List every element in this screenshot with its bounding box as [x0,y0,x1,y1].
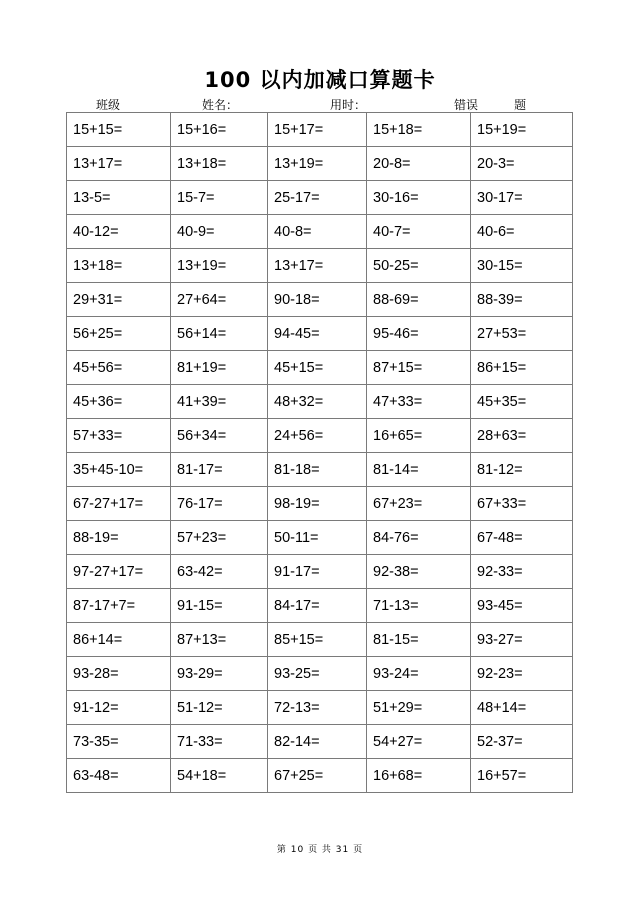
table-row [67,419,573,453]
problem-cell: 13-5= [67,181,171,215]
table-row [67,691,573,725]
table-row [67,521,573,555]
problem-cell: 67+23= [367,487,471,521]
problem-cell: 16+57= [471,759,573,793]
problem-cell: 13+19= [171,249,268,283]
problem-cell: 45+36= [67,385,171,419]
problem-cell: 87+13= [171,623,268,657]
problem-cell: 25-17= [268,181,367,215]
table-row [67,317,573,351]
problem-cell: 27+53= [471,317,573,351]
table-row [67,215,573,249]
problem-cell: 93-27= [471,623,573,657]
time-label: 用时： [330,98,367,112]
problem-cell: 85+15= [268,623,367,657]
problem-cell: 54+18= [171,759,268,793]
problem-cell: 81-15= [367,623,471,657]
problem-cell: 13+18= [171,147,268,181]
table-row [67,181,573,215]
class-label: 班级 [96,98,121,112]
worksheet-header [96,95,526,113]
problem-cell: 57+33= [67,419,171,453]
table-row [67,113,573,147]
errors-label: 错误 [454,98,479,112]
problem-grid-body [67,113,573,793]
problem-cell: 45+56= [67,351,171,385]
problem-cell: 92-38= [367,555,471,589]
problem-cell: 40-9= [171,215,268,249]
table-row [67,283,573,317]
problem-cell: 50-25= [367,249,471,283]
problem-cell: 81-14= [367,453,471,487]
table-row [67,555,573,589]
problem-cell: 88-69= [367,283,471,317]
problem-cell: 67-48= [471,521,573,555]
problem-cell: 87-17+7= [67,589,171,623]
problem-cell: 73-35= [67,725,171,759]
problem-cell: 92-23= [471,657,573,691]
problem-cell: 15-7= [171,181,268,215]
problem-cell: 67+33= [471,487,573,521]
problem-cell: 86+15= [471,351,573,385]
problem-cell: 93-45= [471,589,573,623]
problem-cell: 51+29= [367,691,471,725]
problem-cell: 98-19= [268,487,367,521]
problem-cell: 63-48= [67,759,171,793]
problem-cell: 93-29= [171,657,268,691]
table-row [67,725,573,759]
problem-cell: 56+34= [171,419,268,453]
problem-cell: 67+25= [268,759,367,793]
table-row [67,385,573,419]
problem-cell: 48+14= [471,691,573,725]
problem-cell: 15+15= [67,113,171,147]
problem-cell: 93-28= [67,657,171,691]
problem-cell: 13+17= [67,147,171,181]
problem-cell: 15+18= [367,113,471,147]
problem-grid [66,112,573,793]
problem-cell: 72-13= [268,691,367,725]
problem-cell: 40-8= [268,215,367,249]
problem-cell: 30-16= [367,181,471,215]
problem-cell: 81-18= [268,453,367,487]
problem-cell: 51-12= [171,691,268,725]
problem-cell: 81-12= [471,453,573,487]
problem-cell: 35+45-10= [67,453,171,487]
problem-cell: 40-6= [471,215,573,249]
problem-cell: 50-11= [268,521,367,555]
problem-cell: 94-45= [268,317,367,351]
table-row [67,759,573,793]
problem-cell: 84-76= [367,521,471,555]
problem-cell: 57+23= [171,521,268,555]
problem-cell: 93-24= [367,657,471,691]
problem-cell: 97-27+17= [67,555,171,589]
problem-cell: 13+18= [67,249,171,283]
problem-cell: 40-12= [67,215,171,249]
problem-cell: 30-15= [471,249,573,283]
name-label: 姓名： [202,98,239,112]
problem-cell: 71-13= [367,589,471,623]
problem-cell: 93-25= [268,657,367,691]
problem-cell: 40-7= [367,215,471,249]
problem-cell: 56+25= [67,317,171,351]
problem-cell: 88-39= [471,283,573,317]
table-row [67,249,573,283]
problem-cell: 76-17= [171,487,268,521]
problem-cell: 27+64= [171,283,268,317]
problem-cell: 87+15= [367,351,471,385]
problem-cell: 52-37= [471,725,573,759]
problem-cell: 45+35= [471,385,573,419]
problem-cell: 48+32= [268,385,367,419]
table-row [67,623,573,657]
page-title: 100 以内加减口算题卡 [204,68,436,92]
problem-cell: 30-17= [471,181,573,215]
problem-cell: 47+33= [367,385,471,419]
problem-cell: 91-12= [67,691,171,725]
problem-cell: 15+17= [268,113,367,147]
problem-cell: 15+16= [171,113,268,147]
errors-suffix: 题 [514,98,527,112]
problem-cell: 24+56= [268,419,367,453]
problem-cell: 88-19= [67,521,171,555]
problem-cell: 13+19= [268,147,367,181]
problem-cell: 82-14= [268,725,367,759]
problem-cell: 13+17= [268,249,367,283]
problem-cell: 16+68= [367,759,471,793]
problem-cell: 84-17= [268,589,367,623]
problem-cell: 81+19= [171,351,268,385]
table-row [67,351,573,385]
problem-cell: 41+39= [171,385,268,419]
problem-cell: 71-33= [171,725,268,759]
problem-cell: 91-17= [268,555,367,589]
table-row [67,453,573,487]
table-row [67,147,573,181]
problem-cell: 28+63= [471,419,573,453]
problem-cell: 16+65= [367,419,471,453]
page-number: 第 10 页 共 31 页 [276,845,364,855]
problem-cell: 45+15= [268,351,367,385]
table-row [67,487,573,521]
problem-cell: 29+31= [67,283,171,317]
problem-cell: 92-33= [471,555,573,589]
problem-cell: 15+19= [471,113,573,147]
problem-cell: 20-8= [367,147,471,181]
problem-cell: 86+14= [67,623,171,657]
problem-cell: 67-27+17= [67,487,171,521]
problem-cell: 56+14= [171,317,268,351]
problem-cell: 20-3= [471,147,573,181]
problem-cell: 81-17= [171,453,268,487]
problem-cell: 95-46= [367,317,471,351]
problem-cell: 54+27= [367,725,471,759]
table-row [67,657,573,691]
table-row [67,589,573,623]
problem-cell: 91-15= [171,589,268,623]
problem-cell: 63-42= [171,555,268,589]
problem-cell: 90-18= [268,283,367,317]
